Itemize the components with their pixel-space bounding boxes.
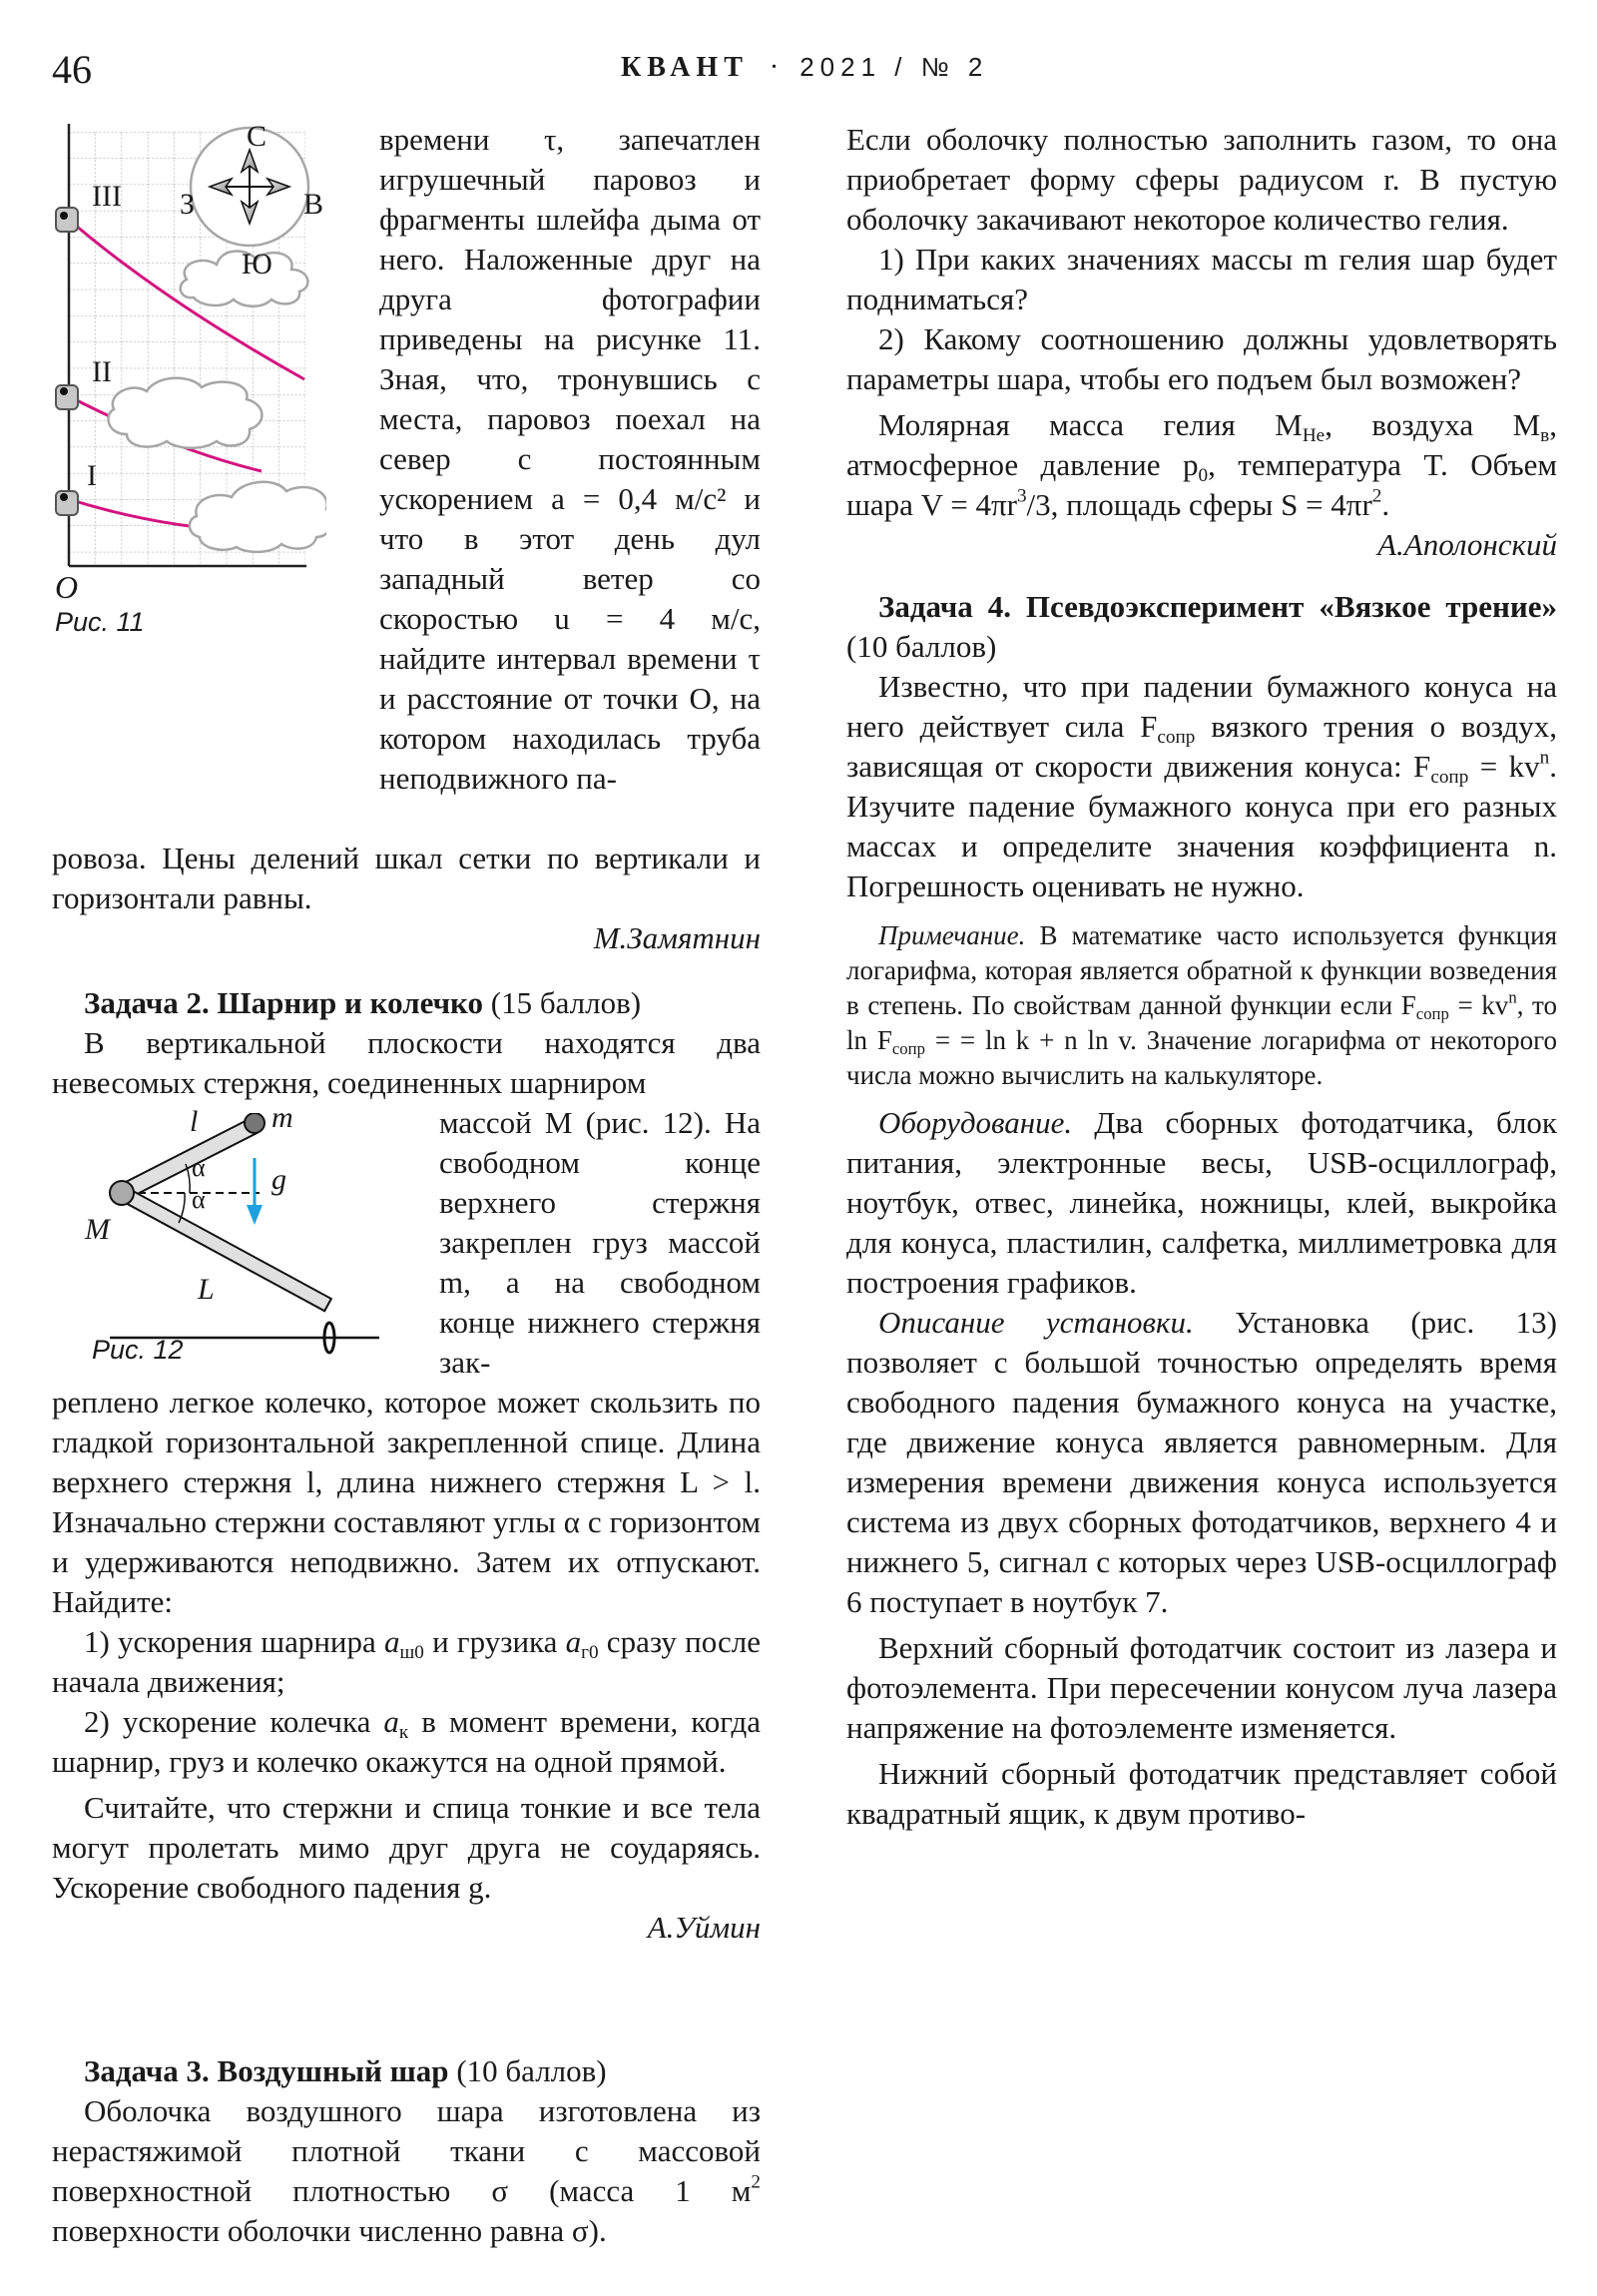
upper-rod — [118, 1119, 257, 1200]
task2-title: Задача 2. Шарнир и колечко — [84, 985, 484, 1020]
compass-south-label: Ю — [242, 248, 272, 281]
task4-upper-sensor: Верхний сборный фотодатчик состоит из лазера и фотоэлемента. При пересечении конусом луча лазера напряжение на фотоэлементе изменяется. — [846, 1630, 1557, 1745]
label-angle-upper: α — [192, 1153, 206, 1182]
task4-intro: Известно, что при падении бумажного конуса на него действует сила $F_{сопр}$ вязкого трения о воздух, зависящая от скорости движения конуса: $F_{сопр} = kv^n$. Изучите падение бумажного конуса при его разных массах и определите значения коэффициента n. Погрешность оценивать не нужно. — [846, 669, 1558, 903]
task2-question-2: 2) ускорение колечка $a_к$ в момент времени, когда шарнир, груз и колечко окажутся на одной прямой. — [52, 1704, 761, 1779]
task4-points: (10 баллов) — [846, 629, 997, 664]
compass-west-label: З — [180, 188, 196, 221]
task3-author: А.Аполонский — [1377, 527, 1557, 562]
lower-rod — [119, 1187, 331, 1311]
issue-number: 2021 / № 2 — [799, 52, 989, 82]
task3-paragraph-1: Оболочка воздушного шара изготовлена из нерастяжимой плотной ткани с массовой поверхностной плотностью σ (масса 1 $м^2$ поверхности оболочки численно равна σ). — [52, 2093, 761, 2248]
task3-question-2: 2) Какому соотношению должны удовлетворять параметры шара, чтобы его подъем был возможен? — [846, 321, 1557, 396]
task2-intro: В вертикальной плоскости находятся два невесомых стержня, соединенных шарниром — [52, 1025, 761, 1100]
page-number: 46 — [52, 47, 92, 92]
task4-title: Задача 4. Псевдоэксперимент «Вязкое трение» — [878, 589, 1557, 624]
hinge — [110, 1181, 134, 1205]
position-label-I: I — [87, 459, 97, 492]
task3-paragraph-2: Если оболочку полностью заполнить газом, то она приобретает форму сферы радиусом r. В пустую оболочку закачивают некоторое количество гелия. — [846, 122, 1557, 237]
label-lower-rod: L — [198, 1273, 215, 1306]
task1-continued-text — [379, 120, 761, 799]
task1-tail — [52, 839, 761, 958]
label-angle-lower: α — [192, 1185, 206, 1214]
label-gravity: g — [271, 1163, 286, 1196]
setup-label: Описание установки. — [878, 1305, 1194, 1340]
running-title — [621, 52, 988, 84]
compass-east-label: В — [303, 188, 324, 221]
task1-author: М.Замятнин — [593, 920, 761, 955]
task2-question-1: 1) ускорения шарнира $a_{ш0}$ и грузика $a_{г0}$ сразу после начала движения; — [52, 1624, 761, 1699]
equipment-label: Оборудование. — [878, 1105, 1073, 1140]
figure-12-caption: Рис. 12 — [92, 1335, 184, 1365]
task2-author: А.Уймин — [647, 1910, 761, 1945]
task4-setup: Описание установки. Установка (рис. 13) позволяет с большой точностью определять время свободного падения бумажного конуса на участке, где движение конуса является равномерным. Для измерения времени движения конуса используется система из двух сборных фотодатчиков, верхнего 4 и нижнего 5, сигнал с которых через USB-осциллограф 6 поступает в ноутбук 7. — [846, 1305, 1557, 1619]
task3-question-1: 1) При каких значениях массы m гелия шар будет подниматься? — [846, 242, 1557, 316]
page-header — [52, 40, 1559, 100]
task1-tail-paragraph: ровоза. Цены делений шкал сетки по вертикали и горизонтали равны. — [52, 841, 761, 915]
position-label-III: III — [92, 180, 122, 213]
task3-section — [52, 2051, 761, 2251]
right-column — [846, 120, 1557, 1834]
compass-north-label: С — [247, 120, 267, 153]
task2-body-paragraph: реплено легкое колечко, которое может скользить по гладкой горизонтальной закрепленной спице. Длина верхнего стержня l, длина нижнего стержня L > l. Изначально стержни составляют углы α с горизонтом и удерживаются неподвижно. Затем их отпускают. Найдите: — [52, 1385, 761, 1619]
task2-assumptions: Считайте, что стержни и спица тонкие и все тела могут пролетать мимо друг друга не соударяясь. Ускорение свободного падения g. — [52, 1790, 761, 1905]
note-label: Примечание. — [878, 920, 1026, 950]
task2-points: (15 баллов) — [490, 985, 642, 1020]
task2-body — [52, 1383, 761, 1948]
figure-11-caption: Рис. 11 — [55, 607, 145, 637]
header-separator: · — [769, 52, 780, 83]
task3-points: (10 баллов) — [456, 2053, 607, 2088]
task2-heading — [52, 983, 761, 1023]
task4-equipment: Оборудование. Два сборных фотодатчика, блок питания, электронные весы, USB-осциллограф, ноутбук, отвес, линейка, ножницы, клей, выкройка для конуса, пластилин, салфетка, миллиметровка для построения графиков. — [846, 1105, 1557, 1300]
task1-float-paragraph: времени τ, запечатлен игрушечный паровоз и фрагменты шлейфа дыма от него. Наложенные друг на друга фотографии приведены на рисунке 11. Зная, что, тронувшись с места, паровоз поехал на север с постоянным ускорением a = 0,4 м/с² и что в этот день дул западный ветер со скоростью u = 4 м/с, найдите интервал времени τ и расстояние от точки O, на котором находилась труба неподвижного па- — [379, 122, 761, 796]
task4-note: Примечание. В математике часто используется функция логарифма, которая является обратной к функции возведения в степень. По свойствам данной функции если $F_{сопр} = kv^n$, то $\ln F_{сопр}$ = = ln k + n ln v. Значение логарифма от некоторого числа можно вычислить на калькуляторе. — [846, 920, 1557, 1090]
load-mass — [245, 1113, 265, 1133]
task2-section — [52, 983, 761, 1103]
label-hinge: M — [85, 1213, 110, 1246]
task3-heading — [52, 2051, 761, 2091]
origin-label: O — [55, 569, 79, 605]
label-mass-top: m — [271, 1101, 293, 1134]
figure-11 — [52, 120, 326, 839]
task2-float-text — [439, 1103, 761, 1383]
label-upper-rod: l — [190, 1105, 199, 1138]
figure-12 — [80, 1101, 449, 1388]
task3-given: Молярная масса гелия $M_{He}$, воздуха $M_в$, атмосферное давление $p_0$, температура T. Объем шара $V = 4\pi r^3/3$, площадь сферы $S = 4\pi r^2$. — [846, 407, 1557, 522]
task2-float-paragraph: массой M (рис. 12). На свободном конце верхнего стержня закреплен груз массой m, а на свободном конце нижнего стержня зак- — [439, 1105, 761, 1380]
journal-name: КВАНТ — [621, 52, 749, 83]
task4-heading — [846, 587, 1557, 667]
position-label-II: II — [92, 355, 112, 388]
gravity-arrow-head-icon — [247, 1205, 263, 1225]
task4-lower-sensor: Нижний сборный фотодатчик представляет собой квадратный ящик, к двум противо- — [846, 1756, 1557, 1831]
task3-title: Задача 3. Воздушный шар — [84, 2053, 449, 2088]
